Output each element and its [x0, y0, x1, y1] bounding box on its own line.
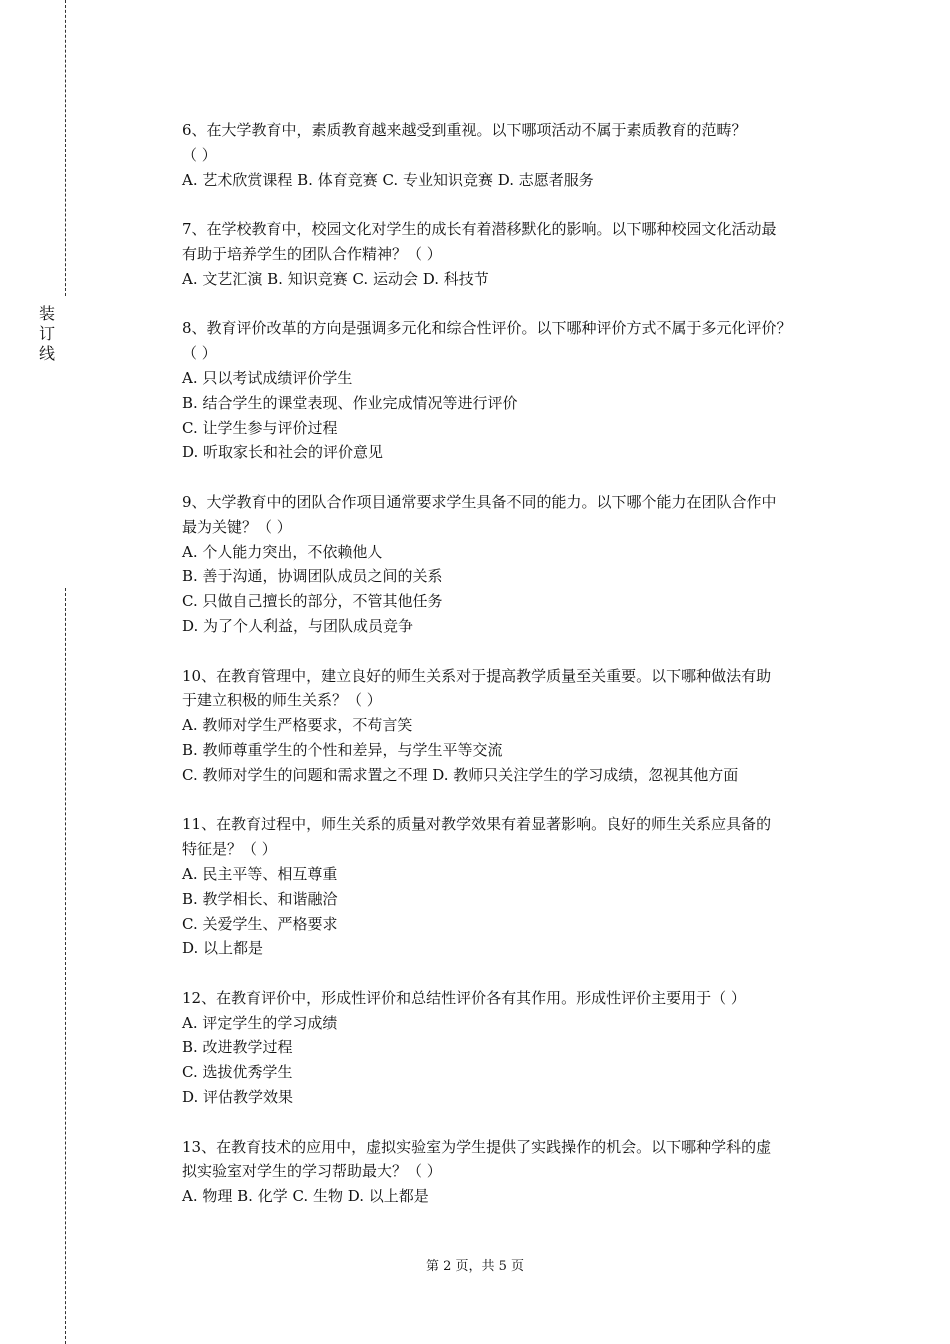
question-block [182, 316, 850, 465]
question-line: B. 教学相长、和谐融洽 [182, 889, 338, 908]
question-text: 13、在教育技术的应用中，虚拟实验室为学生提供了实践操作的机会。以下哪种学科的虚 [182, 1137, 772, 1156]
question-line: D. 听取家长和社会的评价意见 [182, 443, 384, 462]
question-line: B. 善于沟通，协调团队成员之间的关系 [182, 567, 443, 586]
question-text: 11、在教育过程中，师生关系的质量对教学效果有着显著影响。良好的师生关系应具备的 [182, 815, 772, 834]
question-text: 8、教育评价改革的方向是强调多元化和综合性评价。以下哪种评价方式不属于多元化评价？ [182, 319, 792, 338]
binding-char: 线 [38, 344, 55, 363]
question-line: A. 评定学生的学习成绩 [182, 1013, 338, 1032]
question-text: 10、在教育管理中，建立良好的师生关系对于提高教学质量至关重要。以下哪种做法有助 [182, 666, 772, 685]
question-line: C. 教师对学生的问题和需求置之不理 D. 教师只关注学生的学习成绩，忽视其他方面 [182, 765, 739, 784]
question-line: A. 民主平等、相互尊重 [182, 864, 338, 883]
question-line: D. 评估教学效果 [182, 1088, 294, 1107]
question-line: 最为关键？（ ） [182, 517, 292, 536]
question-line: C. 只做自己擅长的部分，不管其他任务 [182, 592, 443, 611]
question-line: A. 艺术欣赏课程 B. 体育竞赛 C. 专业知识竞赛 D. 志愿者服务 [182, 170, 594, 189]
question-line: 拟实验室对学生的学习帮助最大？（ ） [182, 1162, 442, 1181]
question-line: 于建立积极的师生关系？（ ） [182, 691, 382, 710]
question-text: 9、大学教育中的团队合作项目通常要求学生具备不同的能力。以下哪个能力在团队合作中 [182, 492, 777, 511]
binding-char: 订 [38, 324, 55, 343]
question-line: A. 个人能力突出，不依赖他人 [182, 542, 383, 561]
page-footer: 第 2 页，共 5 页 [425, 1259, 525, 1274]
question-block [182, 118, 850, 192]
question-line: D. 以上都是 [182, 939, 264, 958]
question-line: 有助于培养学生的团队合作精神？（ ） [182, 244, 442, 263]
question-list [182, 118, 850, 1234]
question-block [182, 812, 850, 961]
question-line: A. 教师对学生严格要求，不苟言笑 [182, 716, 413, 735]
question-line: D. 为了个人利益，与团队成员竞争 [182, 616, 414, 635]
question-line: B. 改进教学过程 [182, 1038, 293, 1057]
question-line: B. 教师尊重学生的个性和差异，与学生平等交流 [182, 740, 503, 759]
question-block [182, 1135, 850, 1209]
question-line: A. 物理 B. 化学 C. 生物 D. 以上都是 [182, 1187, 429, 1206]
question-line: C. 让学生参与评价过程 [182, 418, 338, 437]
question-line: （ ） [182, 145, 217, 164]
binding-char: 装 [38, 304, 55, 323]
question-line: A. 只以考试成绩评价学生 [182, 368, 353, 387]
question-line: B. 结合学生的课堂表现、作业完成情况等进行评价 [182, 393, 518, 412]
binding-line-top [65, 0, 66, 296]
question-line: A. 文艺汇演 B. 知识竞赛 C. 运动会 D. 科技节 [182, 269, 489, 288]
question-block [182, 986, 850, 1110]
question-text: 7、在学校教育中，校园文化对学生的成长有着潜移默化的影响。以下哪种校园文化活动最 [182, 220, 777, 239]
question-block [182, 217, 850, 291]
question-line: 特征是？（ ） [182, 840, 277, 859]
question-line: C. 选拔优秀学生 [182, 1063, 293, 1082]
question-block [182, 490, 850, 639]
binding-label [38, 304, 56, 364]
question-line: C. 关爱学生、严格要求 [182, 914, 338, 933]
binding-line-bottom [65, 588, 66, 1344]
question-text: 6、在大学教育中，素质教育越来越受到重视。以下哪项活动不属于素质教育的范畴？ [182, 121, 747, 139]
question-line: （ ） [182, 344, 217, 363]
question-text: 12、在教育评价中，形成性评价和总结性评价各有其作用。形成性评价主要用于（ ） [182, 988, 746, 1007]
question-block [182, 664, 850, 788]
